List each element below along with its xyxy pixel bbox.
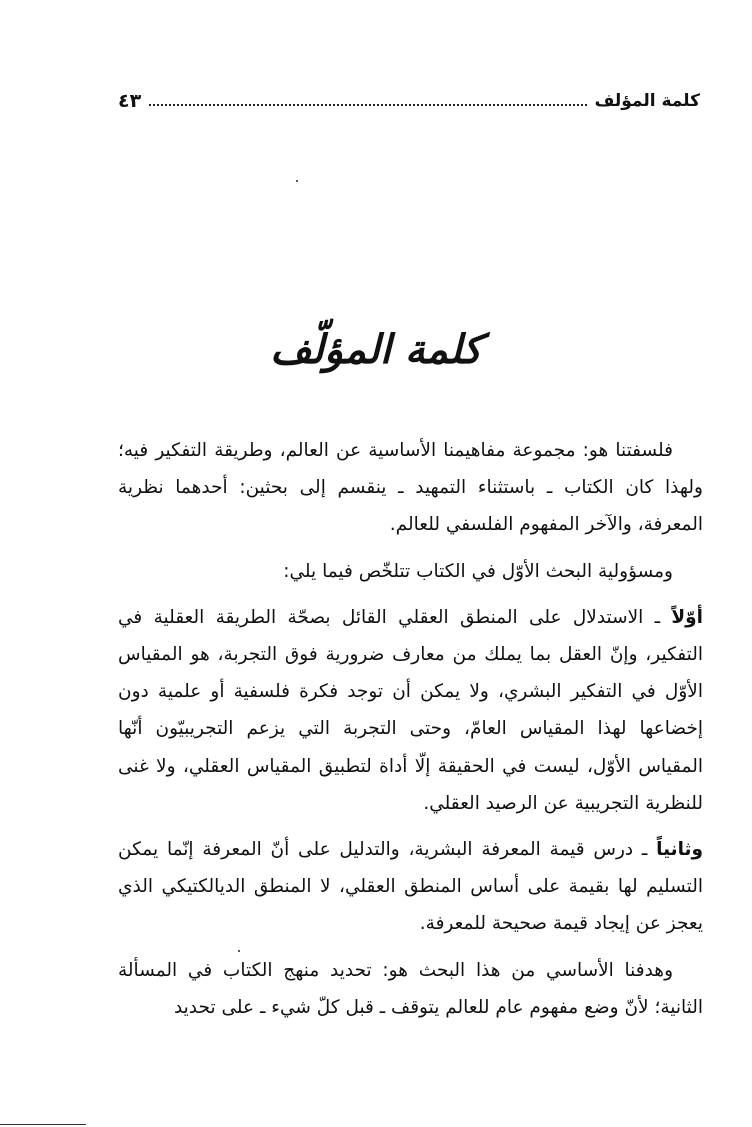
- paragraph-second-point: [118, 831, 703, 943]
- paragraph-first-point: [118, 599, 703, 822]
- body-text: [118, 432, 703, 1035]
- paragraph-intro: فلسفتنا هو: مجموعة مفاهيمنا الأساسية عن العالم، وطريقة التفكير فيه؛ ولهذا كان الكتاب ـ باستثناء التمهيد ـ ينقسم إلى بحثين: أحدهما نظرية المعرفة، والآخر المفهوم الفلسفي للعالم.: [118, 440, 703, 536]
- running-header: [118, 86, 700, 116]
- paragraph-goal: وهدفنا الأساسي من هذا البحث هو: تحديد منهج الكتاب في المسألة الثانية؛ لأنّ وضع مفهوم عام للعالم يتوقف ـ قبل كلّ شيء ـ على تحديد: [118, 959, 703, 1018]
- first-point-lead: أوّلاً: [671, 606, 703, 628]
- second-point-lead: وثانياً: [656, 839, 703, 861]
- bottom-rule: [0, 1124, 86, 1125]
- second-point-text: ـ درس قيمة المعرفة البشرية، والتدليل على أنّ المعرفة إنّما يمكن التسليم لها بقيمة على أساس المنطق العقلي، لا المنطق الديالكتيكي الذي يعجز عن إيجاد قيمة صحيحة للمعرفة.: [118, 839, 703, 935]
- page-number: ٤٣: [118, 90, 142, 112]
- first-point-text: ـ الاستدلال على المنطق العقلي القائل بصحّة الطريقة العقلية في التفكير، وإنّ العقل بما يملك من معارف ضرورية فوق التجربة، هو المقياس الأوّل في التفكير البشري، ولا يمكن أن توجد فكرة فلسفية أو علمية دون إخضاعها لهذا المقياس العامّ، وحتى التجربة التي يزعم التجريبيّون أنّها المقياس الأوّل، ليست في الحقيقة إلّا أداة لتطبيق المقياس العقلي، ولا غنى للنظرية التجريبية عن الرصيد العقلي.: [118, 606, 703, 814]
- print-speck: [296, 180, 298, 182]
- running-title: كلمة المؤلف: [594, 91, 700, 111]
- print-speck-2: [238, 950, 240, 952]
- leader-dots: [149, 104, 586, 106]
- chapter-title: كلمة المؤلّف: [270, 326, 482, 373]
- paragraph-responsibility: ومسؤولية البحث الأوّل في الكتاب تتلخّص فيما يلي:: [283, 560, 673, 582]
